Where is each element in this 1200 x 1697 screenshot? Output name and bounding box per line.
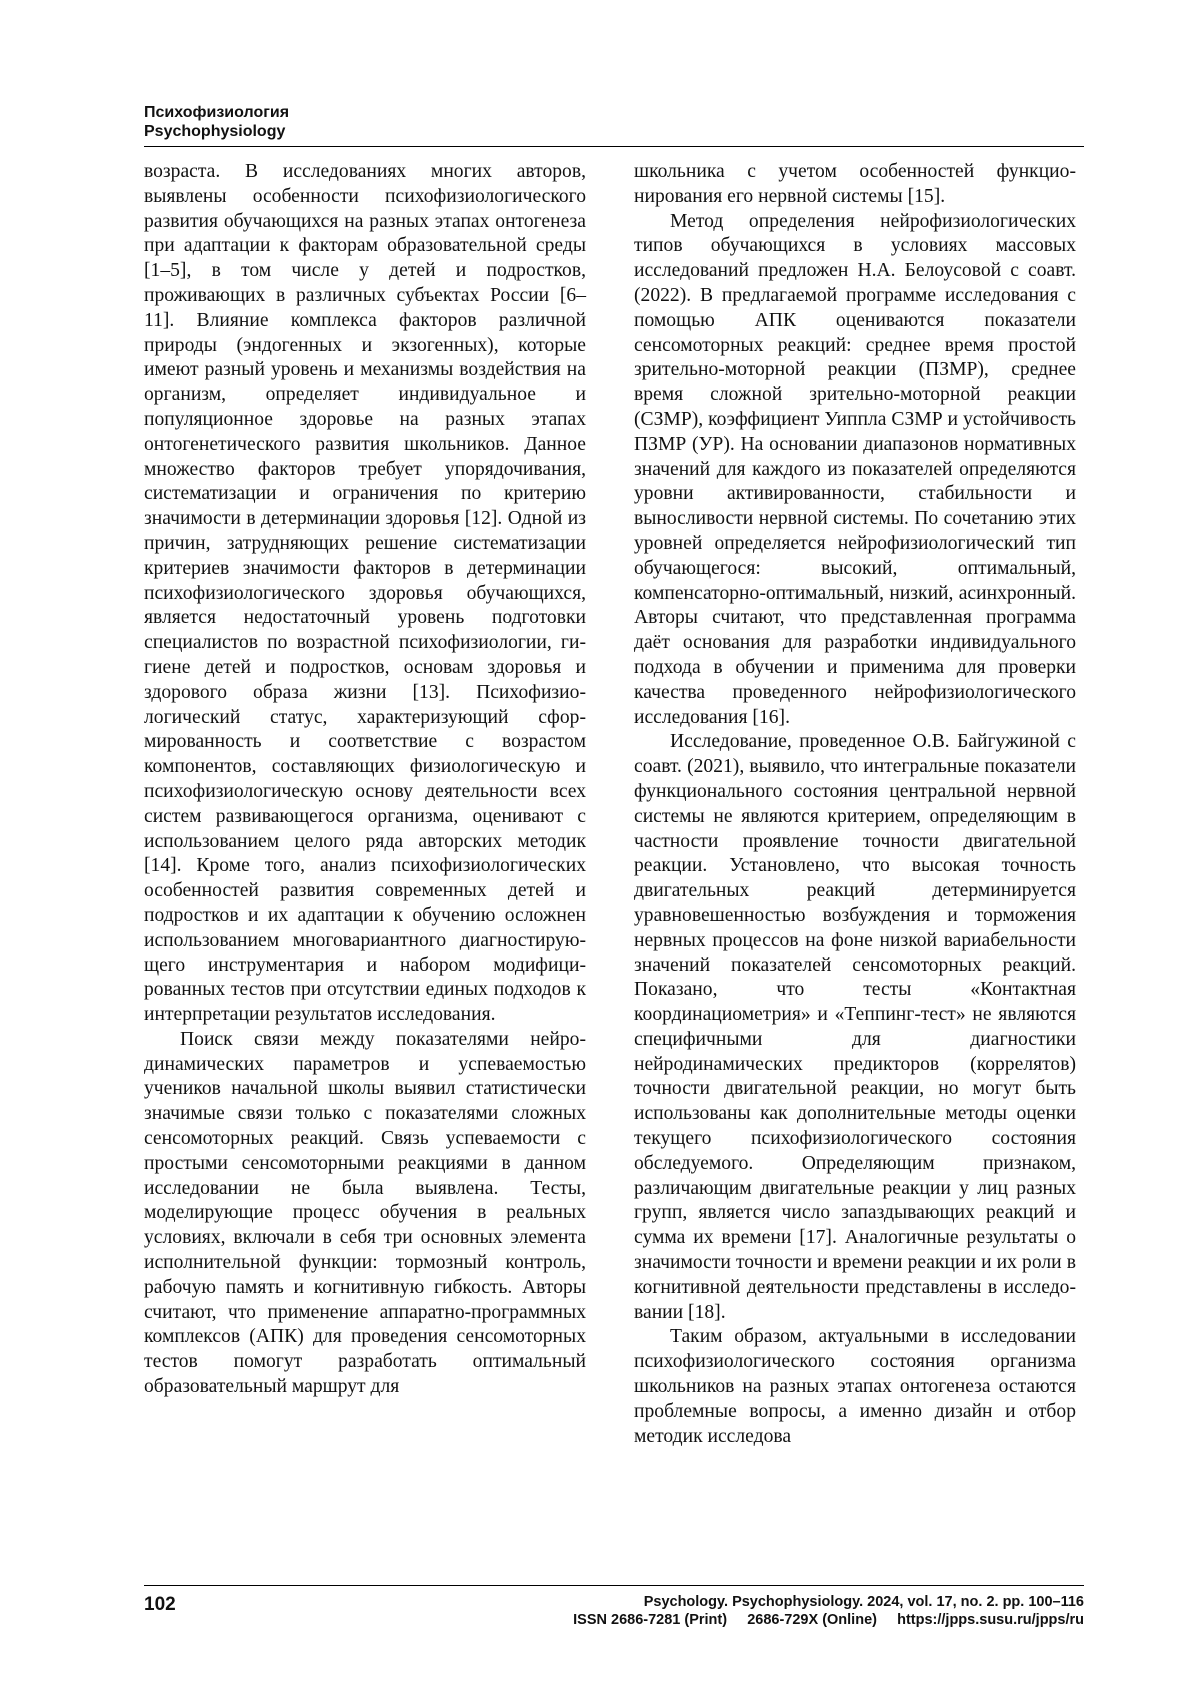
paragraph: Таким образом, актуальными в исследовании психофизиологического состояния организма школьников на разных этапах онтогенеза остаются проблемные вопросы, а именно дизайн и отбор методик исследова xyxy=(634,1326,1076,1447)
paragraph: школьника с учетом особенностей функционирования его нервной системы [15]. xyxy=(634,161,1076,207)
journal-issn: ISSN 2686-7281 (Print) 2686-729X (Online) https://jpps.susu.ru/jpps/ru xyxy=(573,1612,1084,1628)
right-column xyxy=(634,160,1076,1449)
paragraph: Исследование, проведенное О.В. Байгужиной с соавт. (2021), выявило, что интегральные показатели функционального состояния центральной нервной системы не являются критерием, определяющим в частности проявление точности двигательной реакции. Установлено, что высокая точность двигательных реакций детерминируется уравновешенностью возбуждения и торможения нервных процессов на фоне низкой вариабельности значений показателей сенсомоторных реакций. Показано, что тесты «Контактная координациометрия» и «Теппинг-тест» не являются специфичными для диагностики нейродинамических предикторов (коррелятов) точности двигательной реакции, но могут быть использованы как дополнительные методы оценки текущего психофизиологического состояния обследуемого. Определяющим признаком, различающим двигательные реакции у лиц разных групп, является число запаздывающих реакций и сумма их времени [17]. Аналогичные результаты о значимости точности и времени реакции и их роли в когнитивной деятельности представлены в исследовании [18]. xyxy=(634,731,1076,1323)
paragraph: возраста. В исследованиях многих авторов, выявлены особенности психофизиологического развития обучающихся на разных этапах онтогенеза при адаптации к факторам образовательной среды [1–5], в том числе у детей и подростков, проживающих в различных субъектах России [6–11]. Влияние комплекса факторов различной природы (эндогенных и экзогенных), которые имеют разный уровень и механизмы воздействия на организм, определяет индивидуальное и популяционное здоровье на разных этапах онтогенетического развития школьников. Данное множество факторов требует упорядочивания, систематизации и ограничения по критерию значимости в детерминации здоровья [12]. Одной из причин, затрудняющих решение систематизации критериев значимости факторов в детерминации психофизиологического здоровья обучающихся, является недостаточный уровень подготовки специалистов по возрастной психофизиологии, гигиене детей и подростков, основам здоровья и здорового образа жизни [13]. Психофизиологический статус, характеризующий сформированность и соответствие с возрастом компонентов, составляющих физиологическую и психофизиологическую основу деятельности всех систем развивающегося организма, оценивают с использованием целого ряда авторских методик [14]. Кроме того, анализ психофизиологических особенностей развития современных детей и подростков и их адаптации к обучению осложнен использованием многовариантного диагностирующего инструментария и набором модифицированных тестов при отсутствии единых подходов к интерпретации результатов исследования. xyxy=(144,161,586,1026)
page-number: 102 xyxy=(144,1594,176,1615)
left-column xyxy=(144,160,586,1400)
header-divider xyxy=(144,146,1084,147)
paragraph: Поиск связи между показателями нейродинамических параметров и успеваемостью учеников начальной школы выявил статистически значимые связи только с показателями сложных сенсомоторных реакций. Связь успеваемости с простыми сенсомоторными реакциями в данном исследовании не была выявлена. Тесты, моделирующие процесс обучения в реальных условиях, включали в себя три основных элемента исполнительной функции: тормозный контроль, рабочую память и когнитивную гибкость. Авторы считают, что применение аппаратно-программных комплексов (АПК) для проведения сенсомоторных тестов помогут разработать оптимальный образовательный маршрут для xyxy=(144,1028,586,1398)
paragraph: Метод определения нейрофизиологических типов обучающихся в условиях массовых исследований предложен Н.А. Белоусовой с соавт. (2022). В предлагаемой программе исследования с помощью АПК оцениваются показатели сенсомоторных реакций: среднее время простой зрительно-моторной реакции (ПЗМР), среднее время сложной зрительно-моторной реакции (СЗМР), коэффициент Уиппла СЗМР и устойчивость ПЗМР (УР). На основании диапазонов нормативных значений для каждого из показателей определяются уровни активированности, стабильности и выносливости нервной системы. По сочетанию этих уровней определяется нейрофизиологический тип обучающегося: высокий, оптимальный, компенсаторно-оптимальный, низкий, асинхронный. Авторы считают, что представленная программа даёт основания для разработки индивидуального подхода в обучении и применима для проверки качества проведенного нейрофизиологического исследования [16]. xyxy=(634,210,1076,728)
journal-citation: Psychology. Psychophysiology. 2024, vol. 17, no. 2. pp. 100–116 xyxy=(643,1594,1084,1610)
section-title-en: Psychophysiology xyxy=(144,123,286,140)
journal-info xyxy=(573,1593,1084,1629)
running-header xyxy=(144,103,1084,141)
section-title-ru: Психофизиология xyxy=(144,104,290,121)
footer-divider xyxy=(144,1585,1084,1586)
